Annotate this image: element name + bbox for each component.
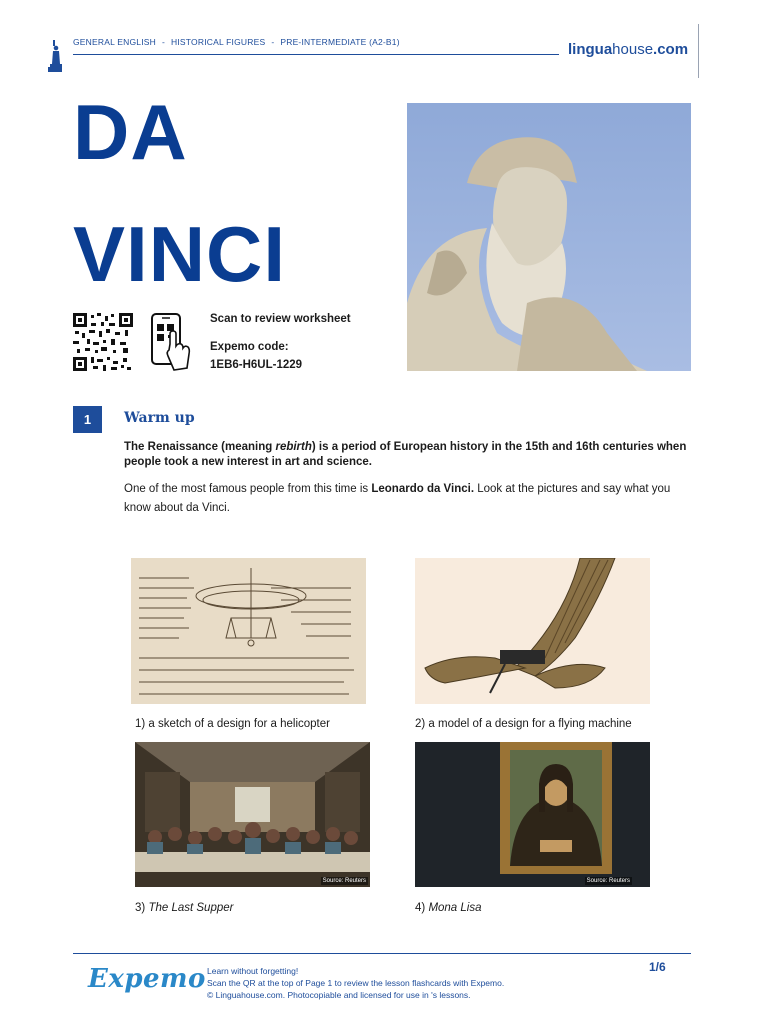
picture-caption: 1) a sketch of a design for a helicopter	[135, 718, 330, 730]
header-vertical-rule	[698, 24, 699, 78]
helicopter-sketch-image	[131, 558, 366, 704]
breadcrumb: GENERAL ENGLISH - HISTORICAL FIGURES - PRE-INTERMEDIATE (A2-B1)	[73, 37, 400, 47]
linguahouse-logo[interactable]: linguahouse.com	[568, 41, 689, 58]
mona-lisa-image	[415, 742, 650, 887]
expemo-code-label: Expemo code:	[210, 341, 289, 353]
scan-instruction: Scan to review worksheet	[210, 313, 351, 325]
page-title-line2: VINCI	[73, 210, 287, 298]
section-number-badge: 1	[73, 406, 102, 433]
breadcrumb-level: GENERAL ENGLISH	[73, 37, 156, 47]
footer-notes: Learn without forgetting! Scan the QR at the top of Page 1 to review the lesson flashcards with Expemo. © Linguahouse.com. Photocopiable and licensed for use in 's lessons.	[207, 966, 505, 1000]
expemo-code-value: 1EB6-H6UL-1229	[210, 359, 303, 371]
phone-scan-icon	[150, 312, 192, 372]
picture-caption: 3) The Last Supper	[135, 902, 234, 914]
expemo-logo[interactable]: Expemo	[88, 964, 206, 994]
image-source-credit: Source: Reuters	[586, 878, 630, 884]
breadcrumb-topic: HISTORICAL FIGURES	[171, 37, 266, 47]
picture-caption: 2) a model of a design for a flying machine	[415, 718, 632, 730]
qr-code[interactable]	[73, 313, 133, 371]
statue-of-liberty-icon	[48, 38, 62, 72]
da-vinci-statue-photo	[407, 103, 691, 371]
header-divider	[73, 54, 559, 55]
image-source-credit: Source: Reuters	[322, 878, 366, 884]
footer-divider	[73, 953, 691, 954]
flying-machine-model-image	[415, 558, 650, 704]
section-title: Warm up	[124, 410, 195, 426]
page-number: 1/6	[649, 960, 666, 974]
breadcrumb-grade: PRE-INTERMEDIATE (A2-B1)	[280, 37, 400, 47]
page-title-line1: DA	[73, 88, 188, 176]
last-supper-image	[135, 742, 370, 887]
picture-caption: 4) Mona Lisa	[415, 902, 482, 914]
intro-paragraph: The Renaissance (meaning rebirth) is a period of European history in the 15th and 16th centuries when people took a new interest in art and science.	[124, 441, 687, 468]
task-paragraph: One of the most famous people from this time is Leonardo da Vinci. Look at the pictures and say what you know about da Vinci.	[124, 483, 671, 514]
